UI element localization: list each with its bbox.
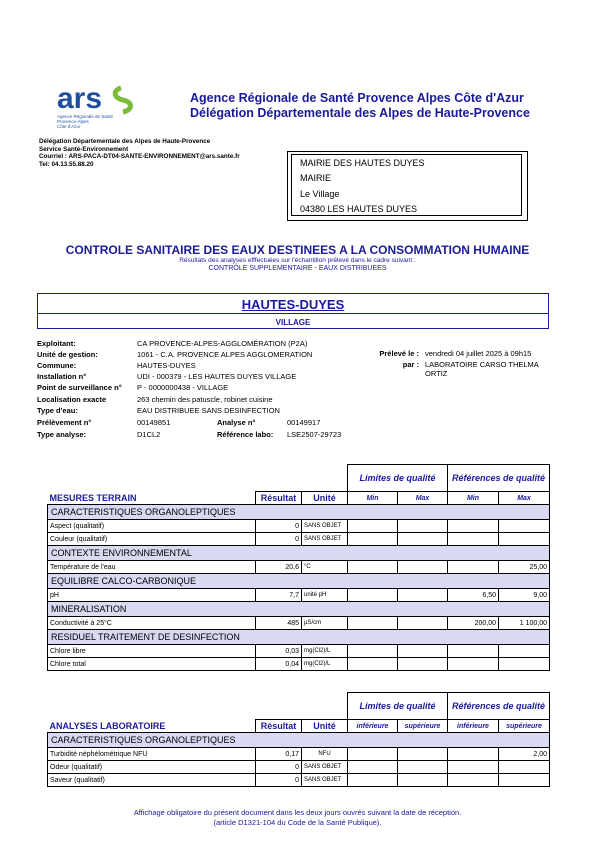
terrain-table (47, 464, 550, 671)
control-type: CONTRÔLE SUPPLEMENTAIRE - EAUX DISTRIBUEES (208, 265, 387, 272)
ref-inf-header: inférieure (448, 720, 499, 733)
table-row (48, 748, 550, 761)
info-label: Prélèvement n° (37, 418, 92, 427)
result-value: 0 (256, 533, 302, 546)
logo-tagline-2: Provence-Alpes (57, 119, 89, 124)
unit-value: mg(Cl2)/L (302, 658, 348, 671)
param-name: Conductivité à 25°C (48, 617, 256, 630)
ref-sup-header: supérieure (499, 720, 550, 733)
ars-logo-graphic (55, 84, 150, 132)
info-value: HAUTES-DUYES (137, 361, 196, 370)
sampler-name: LABORATOIRE CARSO THELMA (425, 360, 539, 369)
agency-delegation: Délégation Départementale des Alpes de Haute-Provence (190, 106, 530, 120)
table-row (48, 561, 550, 574)
section-header: CONTEXTE ENVIRONNEMENTAL (48, 546, 550, 561)
info-label: Type d'eau: (37, 406, 78, 415)
ref-max-header: Max (499, 492, 550, 505)
info-label: Point de surveillance n° (37, 383, 122, 392)
result-value: 0,04 (256, 658, 302, 671)
contact-email: Courriel : ARS-PACA-DT04-SANTE-ENVIRONNEMENT@ars.sante.fr (39, 153, 240, 161)
info-value: EAU DISTRIBUEE SANS DESINFECTION (137, 406, 280, 415)
param-name: Chlore libre (48, 645, 256, 658)
unit-value: SANS OBJET (302, 774, 348, 787)
address-line: Le Village (300, 188, 340, 199)
unit-value: unité pH (302, 589, 348, 602)
info-label: Type analyse: (37, 430, 87, 439)
table-row (48, 617, 550, 630)
limit-min-header: Min (348, 492, 398, 505)
divider (37, 313, 549, 314)
table-row (48, 520, 550, 533)
analysis-type: D1CL2 (137, 430, 161, 439)
contact-delegation: Délégation Départementale des Alpes de Haute-Provence (39, 138, 211, 145)
sample-number: 00149851 (137, 418, 171, 427)
table-row (48, 533, 550, 546)
ref-max-value: 1 100,00 (499, 617, 550, 630)
table-row (48, 774, 550, 787)
ars-logo (55, 84, 150, 132)
result-value: 0 (256, 761, 302, 774)
commune-name: HAUTES-DUYES (241, 297, 345, 312)
param-name: pH (48, 589, 256, 602)
contact-block (39, 138, 240, 169)
quality-limits-header: Limites de qualité (348, 693, 448, 720)
info-label: Analyse n° (217, 418, 256, 427)
agency-name: Agence Régionale de Santé Provence Alpes Côte d'Azur (190, 91, 524, 105)
unit-header: Unité (302, 720, 348, 733)
ref-min-value: 200,00 (448, 617, 499, 630)
result-header: Résultat (256, 492, 302, 505)
ref-max-value: 2,00 (499, 748, 550, 761)
info-label: Exploitant: (37, 339, 76, 348)
info-label: Unité de gestion: (37, 350, 98, 359)
quality-limits-header: Limites de qualité (348, 465, 448, 492)
param-name: Saveur (qualitatif) (48, 774, 256, 787)
section-header: MINERALISATION (48, 602, 550, 617)
document-subtitle: Résultats des analyses efffectuées sur l'échantillon prélevé dans le cadre suivant : (179, 257, 416, 264)
terrain-heading: MESURES TERRAIN (48, 492, 256, 505)
contact-phone: Tel: 04.13.55.88.20 (39, 161, 94, 169)
quality-references-header: Références de qualité (448, 465, 550, 492)
result-value: 20,6 (256, 561, 302, 574)
unit-value: °C (302, 561, 348, 574)
logo-tagline-1: Agence Régionale de Santé (57, 114, 114, 119)
table-row (48, 658, 550, 671)
param-name: Chlore total (48, 658, 256, 671)
section-header: RESIDUEL TRAITEMENT DE DESINFECTION (48, 630, 550, 645)
info-label: Commune: (37, 361, 77, 370)
limit-sup-header: supérieure (398, 720, 448, 733)
document-title: CONTROLE SANITAIRE DES EAUX DESTINEES A LA CONSOMMATION HUMAINE (65, 243, 530, 257)
logo-text: ars (57, 84, 103, 115)
address-line: 04380 LES HAUTES DUYES (300, 204, 418, 215)
place-name: VILLAGE (275, 318, 311, 327)
logo-tagline-3: Côte d'Azur (57, 124, 81, 129)
sampler-label: par : (402, 360, 419, 369)
sampled-date: vendredi 04 juillet 2025 à 09h15 (425, 349, 532, 358)
info-value: CA PROVENCE-ALPES-AGGLOMÉRATION (P2A) (137, 339, 308, 348)
result-value: 0 (256, 520, 302, 533)
ref-max-value: 25,00 (499, 561, 550, 574)
param-name: Odeur (qualitatif) (48, 761, 256, 774)
section-header: EQUILIBRE CALCO-CARBONIQUE (48, 574, 550, 589)
param-name: Température de l'eau (48, 561, 256, 574)
unit-value: µS/cm (302, 617, 348, 630)
result-value: 7,7 (256, 589, 302, 602)
unit-header: Unité (302, 492, 348, 505)
unit-value: NFU (302, 748, 348, 761)
info-label: Référence labo: (217, 430, 274, 439)
footer-notice: Affichage obligatoire du présent document dans les deux jours ouvrés suivant la date de réception. (133, 808, 462, 817)
section-header: CARACTERISTIQUES ORGANOLEPTIQUES (48, 505, 550, 520)
info-label: Installation n° (37, 372, 87, 381)
lab-table (47, 692, 550, 787)
info-value: 1061 - C.A. PROVENCE ALPES AGGLOMERATION (137, 350, 313, 359)
quality-references-header: Références de qualité (448, 693, 550, 720)
sampler-name-cont: ORTIZ (425, 369, 448, 378)
section-header: CARACTERISTIQUES ORGANOLEPTIQUES (48, 733, 550, 748)
limit-inf-header: inférieure (348, 720, 398, 733)
table-row (48, 645, 550, 658)
limit-max-header: Max (398, 492, 448, 505)
unit-value: mg(Cl2)/L (302, 645, 348, 658)
info-value: UDI - 000379 - LES HAUTES DUYES VILLAGE (137, 372, 297, 381)
result-value: 0,17 (256, 748, 302, 761)
result-value: 0,03 (256, 645, 302, 658)
result-value: 0 (256, 774, 302, 787)
footer-article: (article D1321-104 du Code de la Santé Publique). (213, 818, 382, 827)
param-name: Couleur (qualitatif) (48, 533, 256, 546)
info-label: Localisation exacte (37, 395, 107, 404)
analysis-number: 00149917 (287, 418, 321, 427)
table-row (48, 589, 550, 602)
table-row (48, 761, 550, 774)
unit-value: SANS OBJET (302, 533, 348, 546)
info-value: 263 chemin des patuscle, robinet cuisine (137, 395, 273, 404)
lab-heading: ANALYSES LABORATOIRE (48, 720, 256, 733)
unit-value: SANS OBJET (302, 520, 348, 533)
result-header: Résultat (256, 720, 302, 733)
param-name: Aspect (qualitatif) (48, 520, 256, 533)
contact-service: Service Santé-Environnement (39, 145, 129, 153)
unit-value: SANS OBJET (302, 761, 348, 774)
recipient-address (291, 154, 522, 216)
lab-reference: LSE2507-29723 (287, 430, 342, 439)
param-name: Turbidité néphélométrique NFU (48, 748, 256, 761)
info-value: P - 0000000438 - VILLAGE (137, 383, 229, 392)
result-value: 485 (256, 617, 302, 630)
address-line: MAIRIE (300, 173, 332, 184)
address-line: MAIRIE DES HAUTES DUYES (300, 158, 425, 168)
ref-max-value: 9,00 (499, 589, 550, 602)
ref-min-header: Min (448, 492, 499, 505)
ref-min-value: 6,50 (448, 589, 499, 602)
sampled-label: Prélevé le : (379, 349, 419, 358)
